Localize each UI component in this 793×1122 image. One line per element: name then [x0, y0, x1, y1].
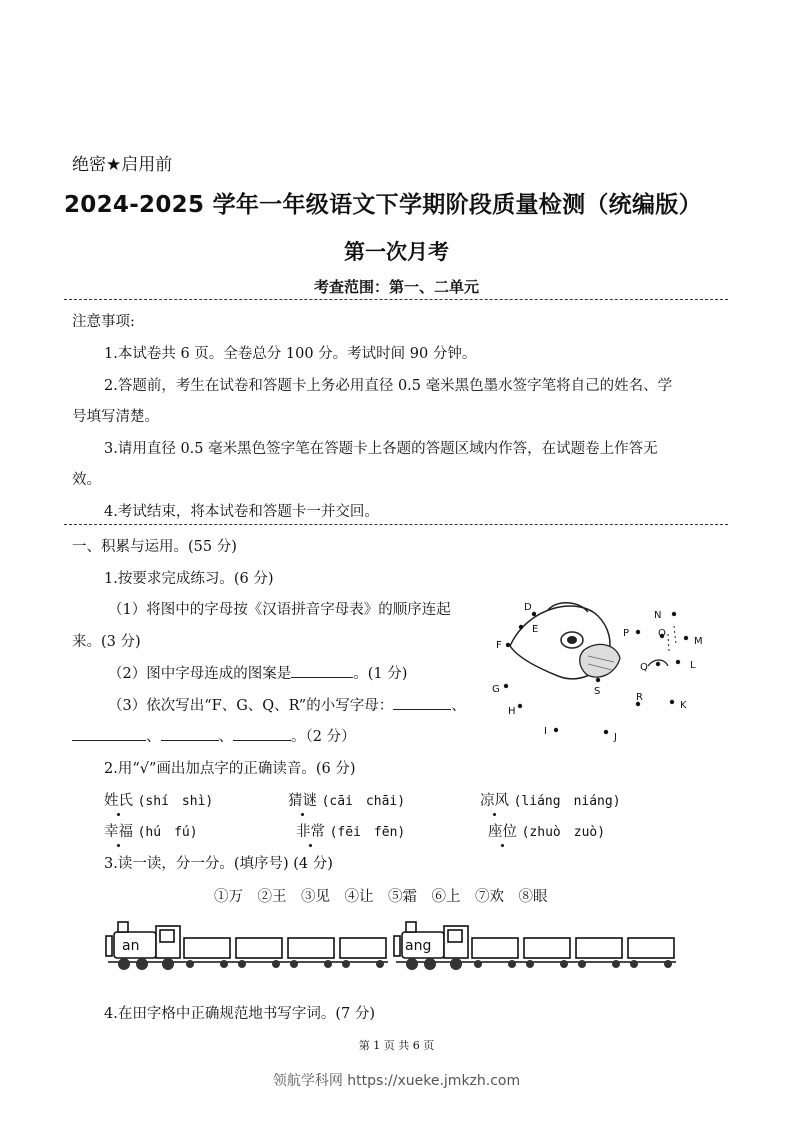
train-ang [392, 918, 680, 974]
q1-part1: （1）将图中的字母按《汉语拼音字母表》的顺序连起 [108, 602, 451, 618]
q3-options: ①万 ②王 ③见 ④让 ⑤霜 ⑥上 ⑦欢 ⑧眼 [214, 889, 548, 905]
dot-q[interactable] [656, 662, 660, 666]
train-ang-car-3[interactable] [576, 938, 622, 958]
q2-word-2: 猜谜 [288, 789, 317, 810]
q2-item-6 [488, 820, 605, 841]
car-wheel [578, 960, 586, 968]
exam-scope: 考查范围：第一、二单元 [313, 278, 479, 296]
train-an-wheel [118, 958, 130, 970]
car-wheel [272, 960, 280, 968]
letter-s: S [594, 686, 601, 697]
car-wheel [664, 960, 672, 968]
letter-l: L [690, 660, 696, 671]
car-wheel [508, 960, 516, 968]
q1-part3-cont [72, 725, 356, 746]
letter-i: I [544, 726, 547, 737]
q2-item-5 [296, 820, 405, 841]
letter-j: J [614, 732, 617, 743]
answer-blank[interactable] [291, 663, 353, 678]
train-an [104, 918, 392, 974]
letter-f: F [496, 640, 502, 651]
q2-word-4: 幸福 [104, 820, 133, 841]
q2-item-3 [480, 789, 621, 810]
train-ang-wheel [406, 958, 418, 970]
car-wheel [612, 960, 620, 968]
q2-item-1 [104, 789, 213, 810]
q1-part3 [108, 694, 466, 715]
dot-h[interactable] [518, 704, 522, 708]
car-wheel [290, 960, 298, 968]
notice-item-3: 3.请用直径 0.5 毫米黑色签字笔在答题卡上各题的答题区域内作答，在试题卷上作答无 [104, 441, 658, 457]
train-an-wheel [136, 958, 148, 970]
answer-blank-q[interactable] [161, 726, 219, 741]
fish-top-fin [548, 603, 588, 612]
q2-item-2 [288, 789, 405, 810]
train-an-front-plate [106, 936, 112, 956]
notice-item-2-cont: 号填写清楚。 [72, 409, 159, 425]
notice-item-1: 1.本试卷共 6 页。全卷总分 100 分。考试时间 90 分钟。 [104, 346, 477, 362]
q1-part3-sep3: 、 [218, 729, 233, 745]
letter-h: H [508, 706, 516, 717]
dot-s[interactable] [596, 678, 600, 682]
dot-g[interactable] [504, 684, 508, 688]
q2-pinyin-6[interactable]: (zhuò zuò) [521, 825, 606, 840]
dot-l[interactable] [676, 660, 680, 664]
car-wheel [186, 960, 194, 968]
train-an-car-1[interactable] [184, 938, 230, 958]
train-an-wheel [162, 958, 174, 970]
notice-heading: 注意事项: [72, 314, 135, 330]
q2-word-6: 座位 [488, 820, 517, 841]
letter-r: R [636, 692, 643, 703]
page-footer: 第 1 页 共 6 页 [358, 1039, 435, 1052]
q2-pinyin-2[interactable]: (cāi chāi) [321, 794, 406, 809]
train-an-chimney [118, 922, 128, 932]
section-1-heading: 一、积累与运用。(55 分) [72, 539, 237, 555]
q1-title: 1.按要求完成练习。(6 分) [104, 571, 274, 587]
car-wheel [630, 960, 638, 968]
letter-d: D [524, 602, 532, 613]
confidential-mark: 绝密★启用前 [72, 155, 173, 175]
car-wheel [560, 960, 568, 968]
car-wheel [474, 960, 482, 968]
q1-part3-sep2: 、 [146, 729, 161, 745]
answer-blank-f[interactable] [393, 695, 451, 710]
train-an-label: an [122, 938, 140, 954]
q2-title: 2.用“√”画出加点字的正确读音。(6 分) [104, 761, 356, 777]
notice-item-2: 2.答题前，考生在试卷和答题卡上务必用直径 0.5 毫米黑色墨水签字笔将自己的姓名、学 [104, 378, 673, 394]
watermark-text: 领航学科网 https://xueke.jmkzh.com [272, 1073, 521, 1089]
q1-part2-text: （2）图中字母连成的图案是 [108, 666, 292, 682]
q1-part3-points: 。（2 分） [291, 729, 356, 745]
letter-q: Q [640, 662, 648, 673]
train-ang-car-1[interactable] [472, 938, 518, 958]
letter-g: G [492, 684, 500, 695]
train-an-car-4[interactable] [340, 938, 386, 958]
divider-top [64, 299, 728, 300]
q3-title: 3.读一读，分一分。(填序号) (4 分) [104, 856, 333, 872]
car-wheel [376, 960, 384, 968]
letter-o: O [658, 628, 666, 639]
dot-to-dot-fish-picture [488, 596, 728, 746]
answer-blank-g[interactable] [72, 726, 146, 741]
exam-title: 2024-2025 学年一年级语文下学期阶段质量检测（统编版） [64, 192, 702, 218]
q2-pinyin-4[interactable]: (hú fú) [137, 825, 198, 840]
car-wheel [342, 960, 350, 968]
dot-i[interactable] [554, 728, 558, 732]
q2-item-4 [104, 820, 198, 841]
q2-pinyin-1[interactable]: (shí shì) [137, 794, 214, 809]
dot-k[interactable] [670, 700, 674, 704]
tail-dash-lines [668, 626, 676, 652]
q1-part2 [108, 662, 407, 683]
dot-n[interactable] [672, 612, 676, 616]
q1-part2-points: 。(1 分) [353, 666, 408, 682]
train-an-cab-window [160, 930, 174, 942]
train-ang-wheel [424, 958, 436, 970]
exam-subtitle: 第一次月考 [344, 239, 449, 264]
letter-k: K [680, 700, 687, 711]
q1-part3-sep: 、 [451, 698, 466, 714]
q2-pinyin-5[interactable]: (fēi fēn) [329, 825, 406, 840]
train-ang-front-plate [394, 936, 400, 956]
dot-f[interactable] [506, 643, 510, 647]
letter-n: N [654, 610, 662, 621]
fish-side-fin [580, 644, 620, 677]
train-ang-label: ang [405, 938, 432, 954]
fish-eye-pupil [567, 636, 577, 644]
dot-j[interactable] [604, 730, 608, 734]
q4-title: 4.在田字格中正确规范地书写字词。(7 分) [104, 1006, 375, 1022]
divider-bottom [64, 524, 728, 525]
train-ang-chimney [406, 922, 416, 932]
letter-e: E [532, 624, 539, 635]
q2-pinyin-3[interactable]: (liáng niáng) [513, 794, 621, 809]
car-wheel [220, 960, 228, 968]
letter-m: M [694, 636, 703, 647]
q1-part3-text: （3）依次写出“F、G、Q、R”的小写字母： [108, 698, 394, 714]
train-ang-cab-window [448, 930, 462, 942]
train-ang-wheel [450, 958, 462, 970]
dot-e[interactable] [519, 625, 523, 629]
q1-part1-cont: 来。(3 分) [72, 634, 141, 650]
car-wheel [238, 960, 246, 968]
train-an-car-2[interactable] [236, 938, 282, 958]
q2-word-1: 姓氏 [104, 789, 133, 810]
dot-d[interactable] [532, 612, 536, 616]
train-ang-car-4[interactable] [628, 938, 674, 958]
car-wheel [324, 960, 332, 968]
train-ang-car-2[interactable] [524, 938, 570, 958]
dot-p[interactable] [636, 630, 640, 634]
q2-word-5: 非常 [296, 820, 325, 841]
answer-blank-r[interactable] [233, 726, 291, 741]
car-wheel [526, 960, 534, 968]
notice-item-3-cont: 效。 [72, 472, 101, 488]
notice-item-4: 4.考试结束，将本试卷和答题卡一并交回。 [104, 504, 379, 520]
dot-m[interactable] [684, 636, 688, 640]
train-an-car-3[interactable] [288, 938, 334, 958]
q2-word-3: 凉风 [480, 789, 509, 810]
letter-p: P [623, 628, 630, 639]
